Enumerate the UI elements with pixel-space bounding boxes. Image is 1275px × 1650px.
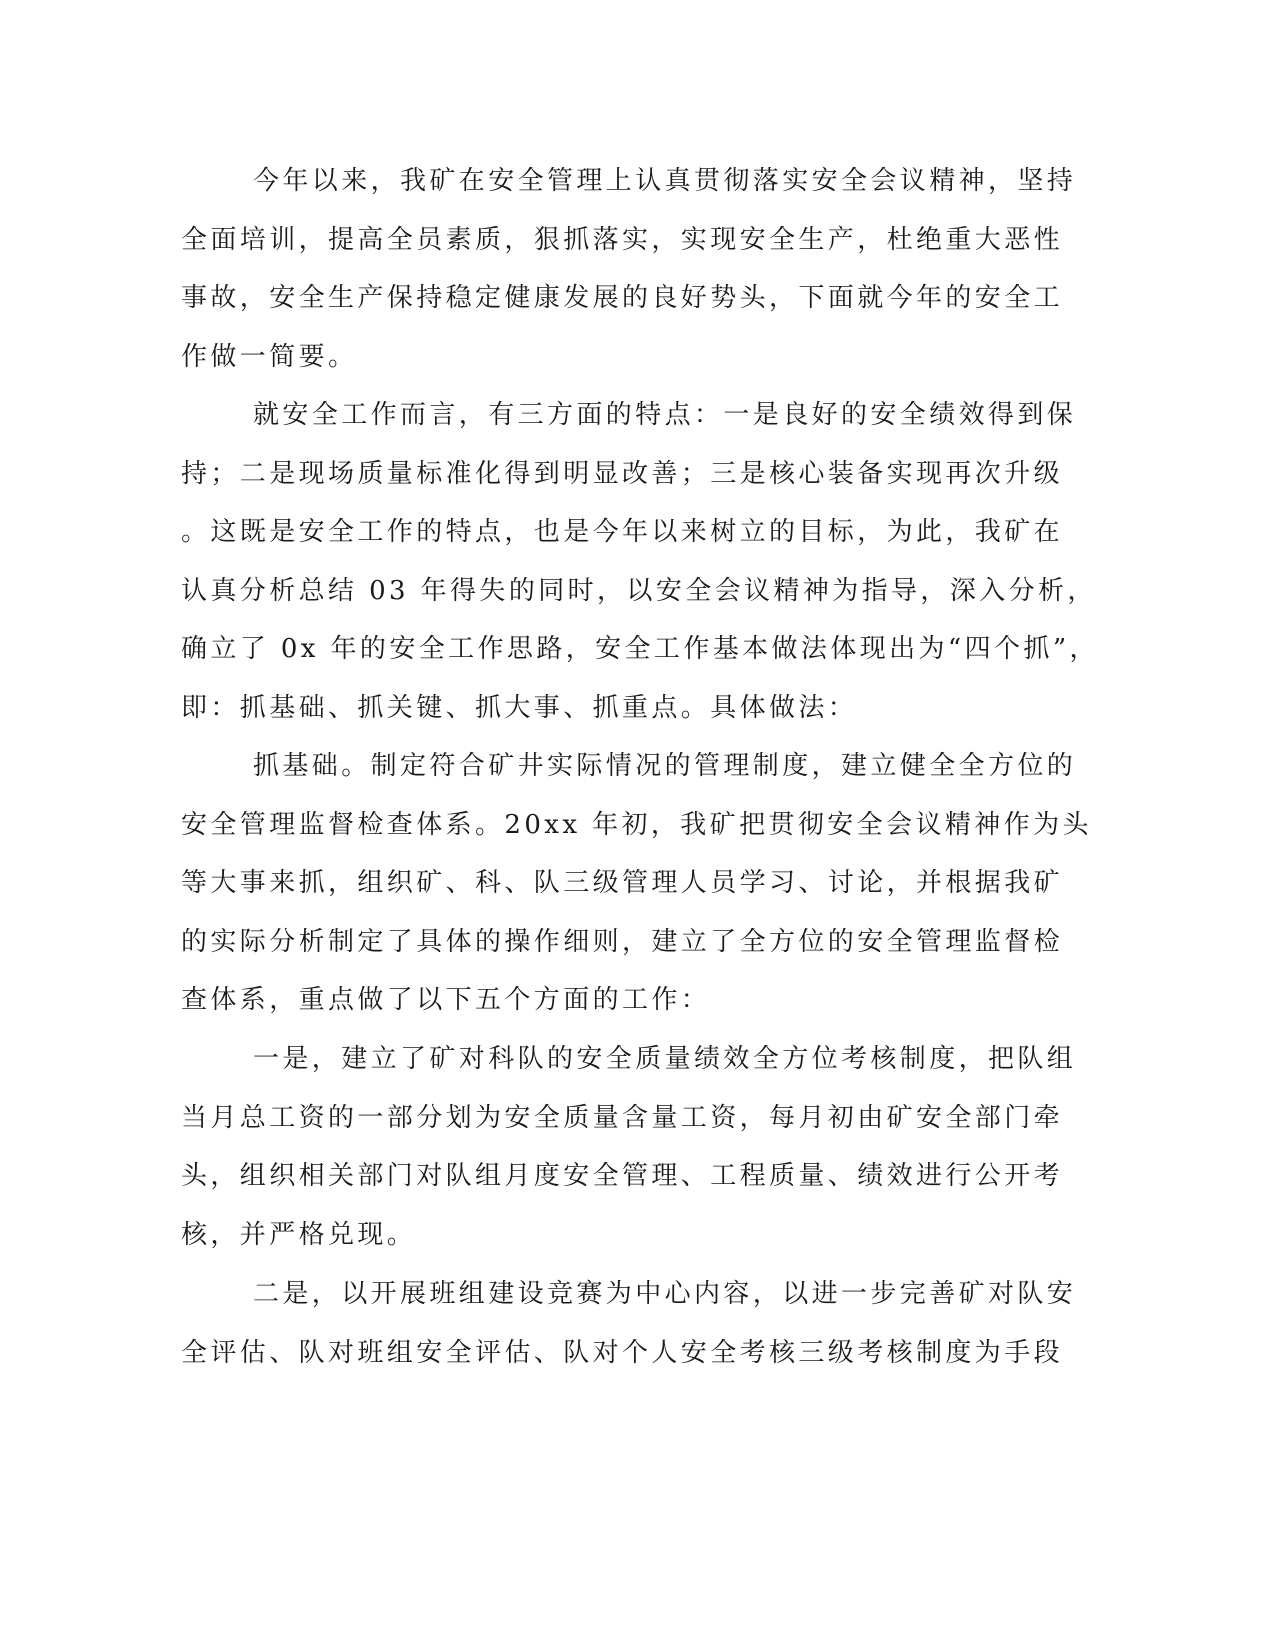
text-line: 持；二是现场质量标准化得到明显改善；三是核心装备实现再次升级 bbox=[181, 458, 1064, 489]
paragraph-1 bbox=[181, 152, 1077, 386]
paragraph-5 bbox=[181, 1265, 1077, 1382]
text-line: 核，并严格兑现。 bbox=[181, 1219, 417, 1250]
paragraph-2 bbox=[181, 386, 1099, 737]
paragraph-4 bbox=[181, 1030, 1077, 1264]
text-line: 事故，安全生产保持稳定健康发展的良好势头，下面就今年的安全工 bbox=[181, 283, 1064, 313]
text-line: 抓基础。制定符合矿井实际情况的管理制度，建立健全全方位的 bbox=[253, 751, 1077, 781]
text-line: 二是，以开展班组建设竞赛为中心内容，以进一步完善矿对队安 bbox=[253, 1279, 1077, 1309]
text-line: 确立了 0x 年的安全工作思路，安全工作基本做法体现出为“四个抓”， bbox=[181, 634, 1099, 664]
text-line: 。这既是安全工作的特点，也是今年以来树立的目标，为此，我矿在 bbox=[181, 517, 1064, 547]
text-line: 作做一简要。 bbox=[181, 341, 358, 372]
text-line: 今年以来，我矿在安全管理上认真贯彻落实安全会议精神，坚持 bbox=[253, 166, 1077, 196]
text-line: 安全管理监督检查体系。20xx 年初，我矿把贯彻安全会议精神作为头 bbox=[181, 809, 1092, 840]
text-line: 当月总工资的一部分划为安全质量含量工资，每月初由矿安全部门牵 bbox=[181, 1102, 1064, 1133]
text-line: 全面培训，提高全员素质，狠抓落实，实现安全生产，杜绝重大恶性 bbox=[181, 224, 1064, 255]
text-line: 头，组织相关部门对队组月度安全管理、工程质量、绩效进行公开考 bbox=[181, 1161, 1064, 1191]
text-line: 的实际分析制定了具体的操作细则，建立了全方位的安全管理监督检 bbox=[181, 926, 1064, 957]
text-line: 一是，建立了矿对科队的安全质量绩效全方位考核制度，把队组 bbox=[253, 1044, 1077, 1074]
text-line: 认真分析总结 03 年得失的同时，以安全会议精神为指导，深入分析， bbox=[181, 575, 1097, 606]
text-line: 就安全工作而言，有三方面的特点：一是良好的安全绩效得到保 bbox=[253, 400, 1077, 430]
text-line: 等大事来抓，组织矿、科、队三级管理人员学习、讨论，并根据我矿 bbox=[181, 868, 1064, 898]
text-line: 即：抓基础、抓关键、抓大事、抓重点。具体做法： bbox=[181, 692, 858, 723]
text-line: 全评估、队对班组安全评估、队对个人安全考核三级考核制度为手段 bbox=[181, 1337, 1064, 1368]
text-line: 查体系，重点做了以下五个方面的工作： bbox=[181, 985, 711, 1015]
paragraph-3 bbox=[181, 737, 1092, 1030]
